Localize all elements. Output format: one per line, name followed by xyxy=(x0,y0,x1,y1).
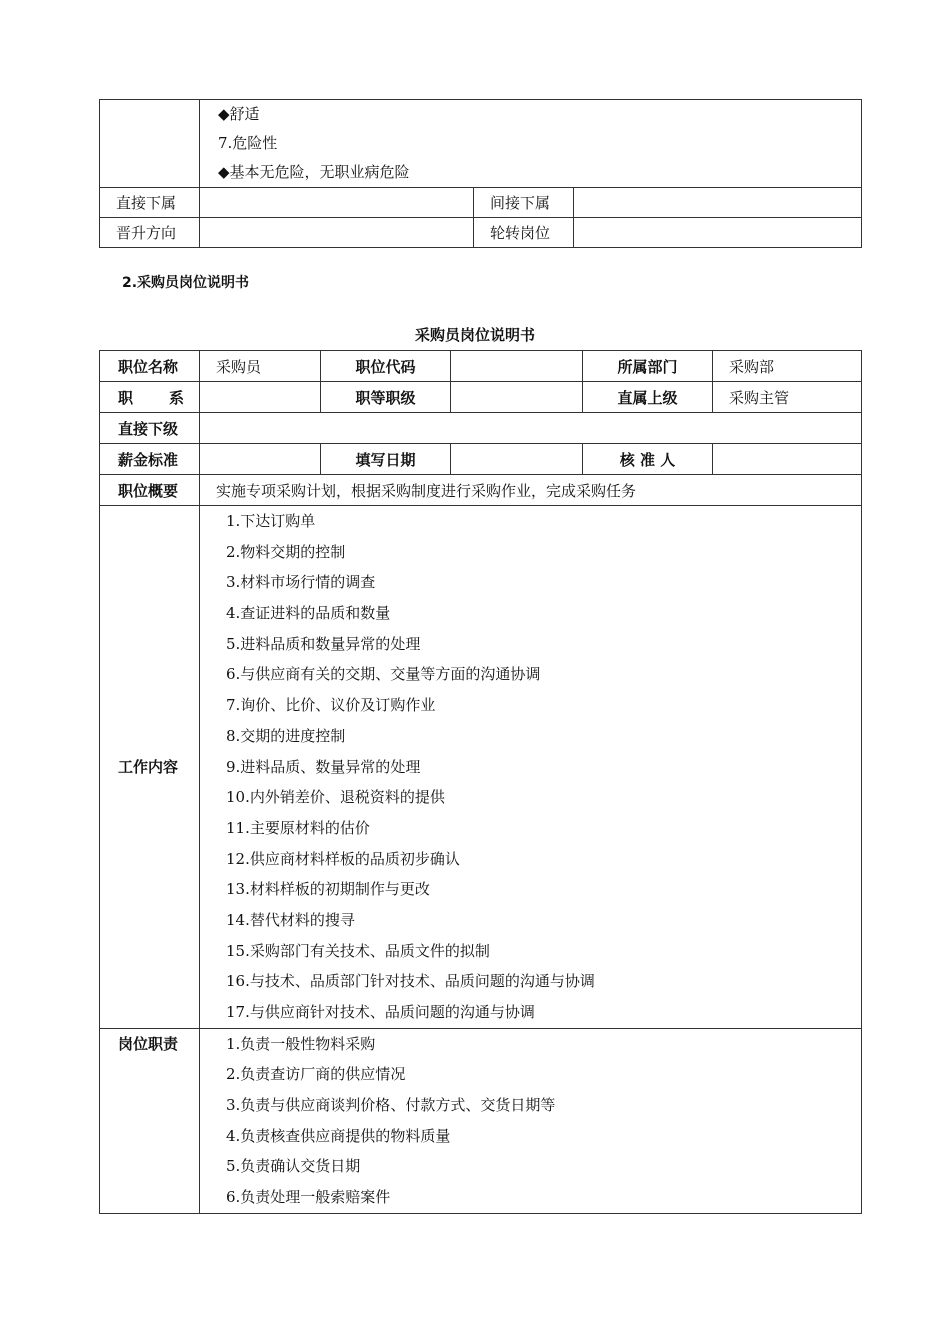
work-item: 13.材料样板的初期制作与更改 xyxy=(226,880,430,899)
job-description-table xyxy=(99,350,862,1214)
duty-item: 5.负责确认交货日期 xyxy=(226,1157,361,1176)
duties-row xyxy=(100,1028,862,1213)
job-family-value xyxy=(200,382,321,413)
supervisor-value: 采购主管 xyxy=(713,382,862,413)
salary-value xyxy=(200,444,321,475)
environment-label-cell xyxy=(100,100,200,188)
subordinate-row xyxy=(100,188,862,218)
duty-item: 6.负责处理一般索赔案件 xyxy=(226,1188,391,1207)
main-direct-sub-value xyxy=(200,413,862,444)
main-direct-sub-label: 直接下级 xyxy=(100,413,200,444)
position-code-value xyxy=(451,351,583,382)
direct-sub-label: 直接下属 xyxy=(100,188,200,218)
indirect-sub-label: 间接下属 xyxy=(474,188,574,218)
danger-detail-line: ◆基本无危险，无职业病危险 xyxy=(218,163,410,181)
work-item: 10.内外销差价、退税资料的提供 xyxy=(226,788,445,807)
job-family-label xyxy=(100,382,200,413)
department-value: 采购部 xyxy=(713,351,862,382)
indirect-sub-value xyxy=(574,188,862,218)
duty-item: 3.负责与供应商谈判价格、付款方式、交货日期等 xyxy=(226,1096,556,1115)
work-item: 11.主要原材料的估价 xyxy=(226,818,370,837)
rotation-label: 轮转岗位 xyxy=(474,218,574,248)
direct-sub-row xyxy=(100,413,862,444)
work-item: 17.与供应商针对技术、品质问题的沟通与协调 xyxy=(226,1003,535,1021)
document-title: 采购员岗位说明书 xyxy=(414,326,535,344)
approver-label: 核 准 人 xyxy=(583,444,713,475)
work-item: 7.询价、比价、议价及订购作业 xyxy=(226,696,436,715)
approver-value xyxy=(713,444,862,475)
fill-date-label: 填写日期 xyxy=(321,444,451,475)
section-heading: 2.采购员岗位说明书 xyxy=(122,275,250,291)
work-content-row xyxy=(100,506,862,1029)
salary-row xyxy=(100,444,862,475)
position-code-label: 职位代码 xyxy=(321,351,451,382)
grade-label: 职等职级 xyxy=(321,382,451,413)
salary-label: 薪金标准 xyxy=(100,444,200,475)
comfort-line: ◆舒适 xyxy=(218,105,260,123)
work-item: 4.查证进料的品质和数量 xyxy=(226,604,391,623)
previous-job-table xyxy=(99,99,862,248)
position-name-value: 采购员 xyxy=(200,351,321,382)
work-item: 16.与技术、品质部门针对技术、品质问题的沟通与协调 xyxy=(226,972,595,991)
fill-date-value xyxy=(451,444,583,475)
summary-label: 职位概要 xyxy=(100,475,200,506)
work-item: 6.与供应商有关的交期、交量等方面的沟通协调 xyxy=(226,665,541,684)
duty-item: 4.负责核查供应商提供的物料质量 xyxy=(226,1126,451,1145)
work-item: 3.材料市场行情的调查 xyxy=(226,573,376,592)
summary-row xyxy=(100,475,862,506)
promotion-row xyxy=(100,218,862,248)
summary-value: 实施专项采购计划，根据采购制度进行采购作业，完成采购任务 xyxy=(200,475,862,506)
position-row xyxy=(100,351,862,382)
work-item: 2.物料交期的控制 xyxy=(226,542,346,561)
work-content-list xyxy=(200,506,862,1029)
supervisor-label: 直属上级 xyxy=(583,382,713,413)
work-item: 9.进料品质、数量异常的处理 xyxy=(226,757,421,776)
grade-value xyxy=(451,382,583,413)
duty-item: 2.负责查访厂商的供应情况 xyxy=(226,1065,406,1084)
promotion-label: 晋升方向 xyxy=(100,218,200,248)
work-item: 5.进料品质和数量异常的处理 xyxy=(226,634,421,653)
duty-item: 1.负责一般性物料采购 xyxy=(226,1034,376,1053)
work-item: 1.下达订购单 xyxy=(226,512,316,530)
work-content-label: 工作内容 xyxy=(100,506,200,1029)
environment-row xyxy=(100,100,862,188)
work-item: 12.供应商材料样板的品质初步确认 xyxy=(226,849,460,868)
promotion-value xyxy=(200,218,474,248)
family-row xyxy=(100,382,862,413)
position-name-label: 职位名称 xyxy=(100,351,200,382)
environment-details-cell xyxy=(200,100,862,188)
work-item: 8.交期的进度控制 xyxy=(226,726,346,745)
work-item: 14.替代材料的搜寻 xyxy=(226,910,355,929)
rotation-value xyxy=(574,218,862,248)
duties-label: 岗位职责 xyxy=(100,1028,200,1213)
work-item: 15.采购部门有关技术、品质文件的拟制 xyxy=(226,941,490,960)
department-label: 所属部门 xyxy=(583,351,713,382)
danger-heading-line: 7.危险性 xyxy=(218,134,278,152)
duties-list xyxy=(200,1028,862,1213)
job-family-label-text: 职 系 xyxy=(118,388,184,407)
direct-sub-value xyxy=(200,188,474,218)
